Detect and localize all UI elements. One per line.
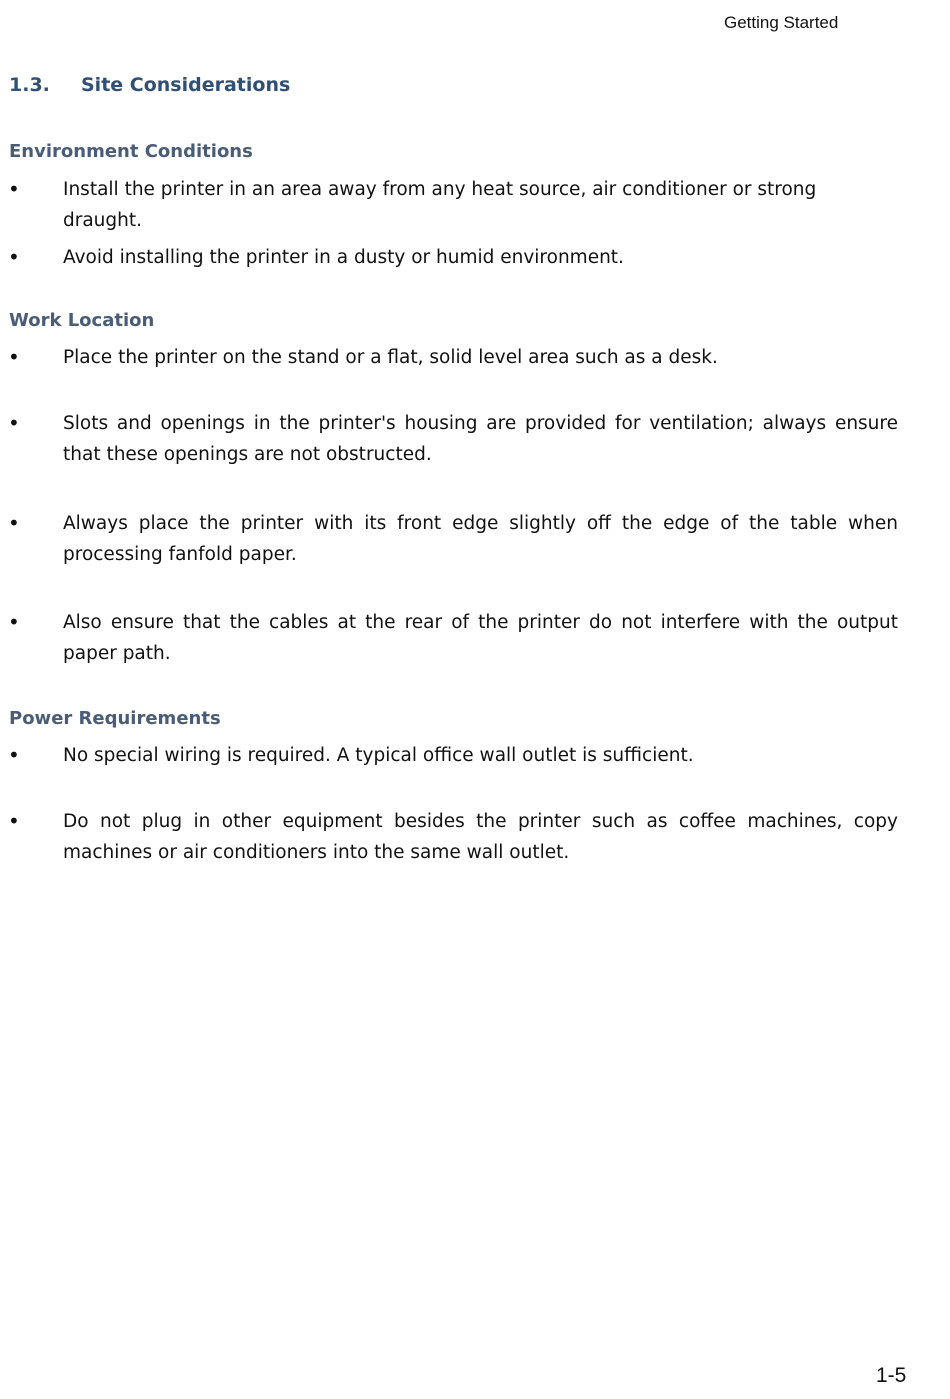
bullet-icon: •: [8, 245, 20, 269]
bullet-icon: •: [8, 411, 20, 435]
list-item-text: Slots and openings in the printer's housing are provided for ventilation; always ensure that these openings are not obstructed.: [63, 413, 898, 465]
list-item-text: Avoid installing the printer in a dusty or humid environment.: [63, 247, 624, 268]
list-item: [8, 607, 898, 669]
subheading-power-requirements: Power Requirements: [9, 708, 221, 729]
list-item-text: Always place the printer with its front edge slightly off the edge of the table when processing fanfold paper.: [63, 513, 898, 565]
list-item: [8, 242, 898, 273]
bullet-icon: •: [8, 511, 20, 535]
section-number: 1.3.: [9, 74, 50, 96]
subheading-work-location: Work Location: [9, 310, 155, 331]
page-number: 1-5: [876, 1364, 907, 1387]
list-item-text: Also ensure that the cables at the rear of the printer do not interfere with the output paper path.: [63, 612, 898, 664]
bullet-icon: •: [8, 345, 20, 369]
section-title: Site Considerations: [81, 74, 291, 96]
section-heading: [9, 74, 290, 96]
list-item: [8, 408, 898, 470]
list-item-text: No special wiring is required. A typical office wall outlet is sufficient.: [63, 745, 694, 766]
subheading-environment-conditions: Environment Conditions: [9, 141, 253, 162]
list-item: [8, 806, 898, 868]
list-item: [8, 174, 898, 236]
bullet-icon: •: [8, 743, 20, 767]
list-item: [8, 740, 898, 771]
bullet-icon: •: [8, 610, 20, 634]
bullet-icon: •: [8, 177, 20, 201]
list-item-text: Place the printer on the stand or a flat, solid level area such as a desk.: [63, 347, 718, 368]
bullet-icon: •: [8, 809, 20, 833]
list-item: [8, 342, 898, 373]
list-item-text: Do not plug in other equipment besides the printer such as coffee machines, copy machines or air conditioners into the same wall outlet.: [63, 811, 898, 863]
list-item: [8, 508, 898, 570]
running-header: Getting Started: [724, 13, 839, 32]
list-item-text: Install the printer in an area away from any heat source, air conditioner or strong draught.: [63, 179, 817, 231]
